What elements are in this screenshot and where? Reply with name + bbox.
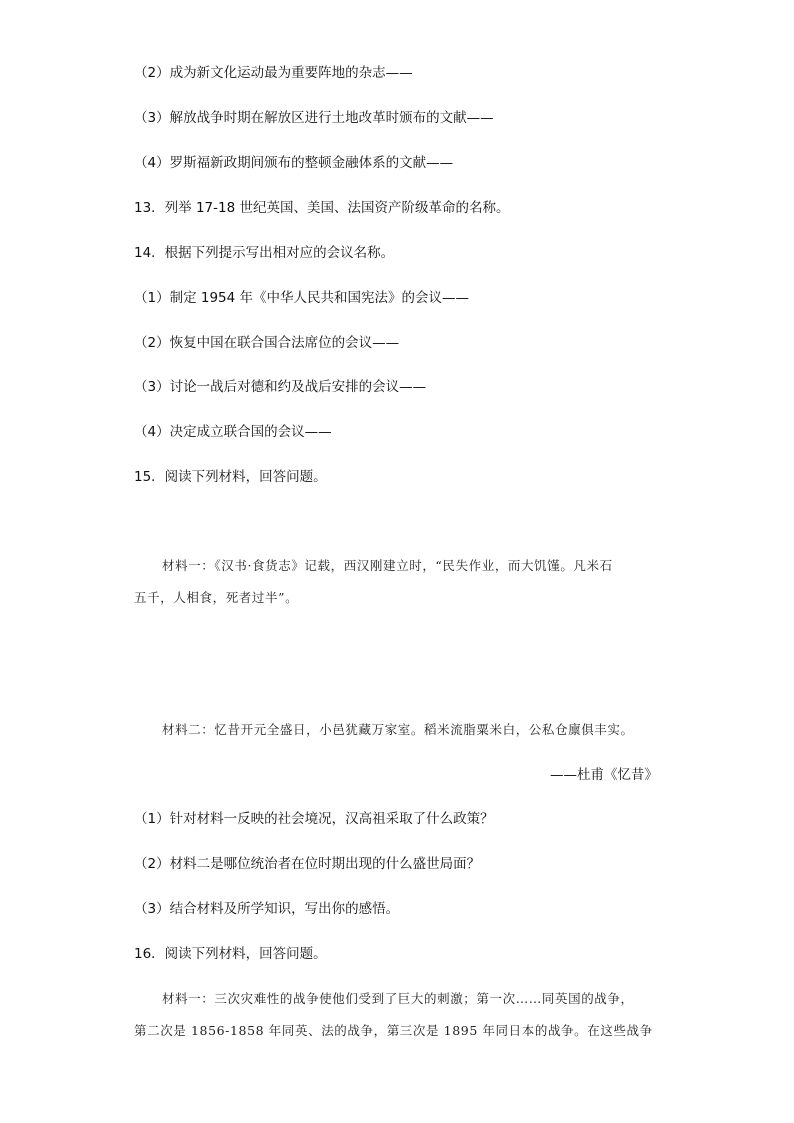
question-14-item-1: （1）制定 1954 年《中华人民共和国宪法》的会议—— (134, 290, 470, 306)
question-15-heading: 15．阅读下列材料，回答问题。 (134, 469, 327, 485)
material-2-source: ——杜甫《忆昔》 (550, 767, 658, 783)
question-15-item-1: （1）针对材料一反映的社会境况，汉高祖采取了什么政策？ (134, 811, 494, 827)
question-14-item-4: （4）决定成立联合国的会议—— (134, 424, 332, 440)
material-16-line-1: 材料一：三次灾难性的战争使他们受到了巨大的刺激；第一次……同英国的战争， (162, 991, 634, 1006)
question-13: 13．列举 17-18 世纪英国、美国、法国资产阶级革命的名称。 (134, 200, 510, 216)
material-1-line-2: 五千，人相食，死者过半”。 (134, 590, 299, 605)
question-14-heading: 14．根据下列提示写出相对应的会议名称。 (134, 245, 395, 261)
question-15-item-3: （3）结合材料及所学知识，写出你的感悟。 (134, 901, 400, 917)
material-16-line-2: 第二次是 1856-1858 年同英、法的战争，第三次是 1895 年同日本的战争。在这些战争 (134, 1023, 653, 1038)
question-15-item-2: （2）材料二是哪位统治者在位时期出现的什么盛世局面？ (134, 856, 481, 872)
question-12-item-3: （3）解放战争时期在解放区进行土地改革时颁布的文献—— (134, 110, 494, 126)
question-14-item-3: （3）讨论一战后对德和约及战后安排的会议—— (134, 379, 427, 395)
question-12-item-2: （2）成为新文化运动最为重要阵地的杂志—— (134, 65, 413, 81)
question-12-item-4: （4）罗斯福新政期间颁布的整顿金融体系的文献—— (134, 155, 454, 171)
question-14-item-2: （2）恢复中国在联合国合法席位的会议—— (134, 335, 400, 351)
question-16-heading: 16．阅读下列材料，回答问题。 (134, 946, 327, 962)
material-2-text: 材料二：忆昔开元全盛日，小邑犹藏万家室。稻米流脂粟米白，公私仓廪俱丰实。 (162, 722, 634, 737)
material-1-line-1: 材料一：《汉书·食货志》记载，西汉刚建立时，“民失作业，而大饥馑。凡米石 (162, 558, 613, 573)
